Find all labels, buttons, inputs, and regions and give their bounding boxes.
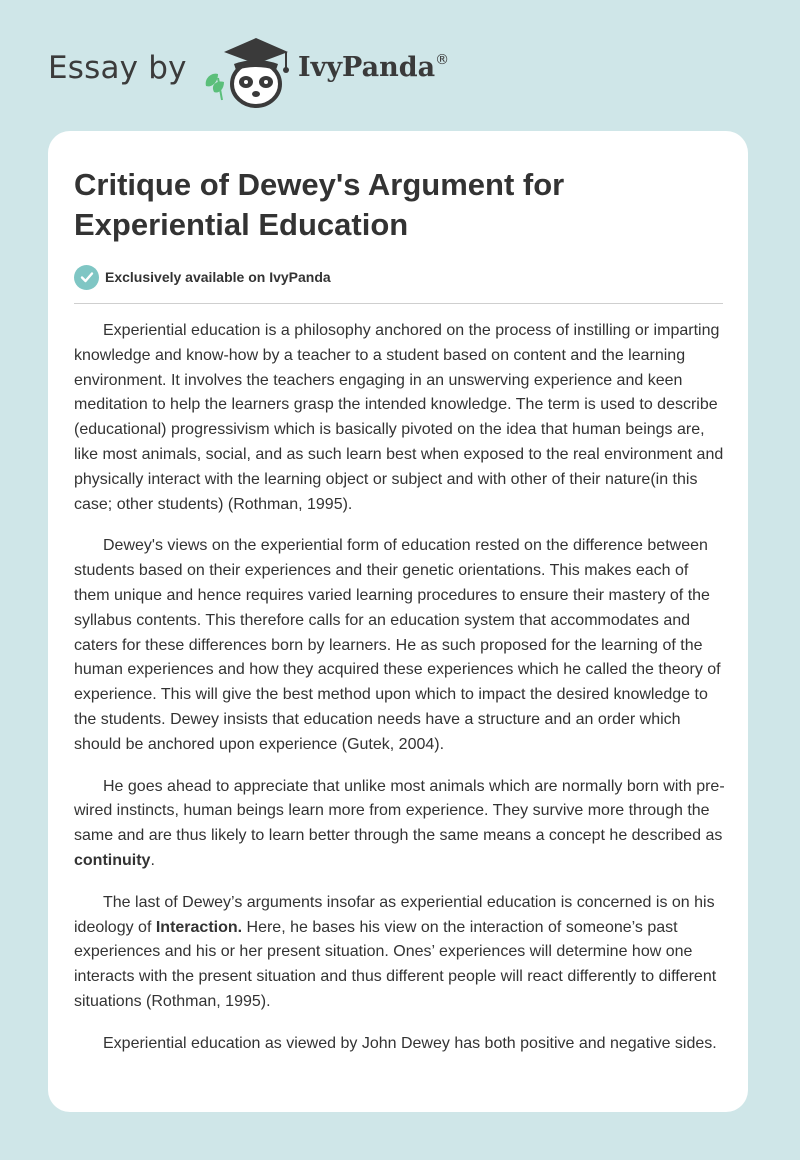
divider — [74, 303, 723, 304]
paragraph: He goes ahead to appreciate that unlike most animals which are normally born with pre-wired instincts, human beings learn more from experience. They survive more through the same and are thus likely to learn better through the same means a concept he described as continuity. — [74, 777, 725, 869]
essay-body — [74, 319, 726, 1074]
checkmark-icon — [74, 265, 99, 290]
registered-mark: ® — [435, 52, 450, 68]
paragraph: Experiential education is a philosophy anchored on the process of instilling or imparting knowledge and know-how by a teacher to a student based on content and the learning environment. It involves the teachers engaging in an unswerving experience and keen meditation to help the learners grasp the intended knowledge. The term is used to describe (educational) progressivism which is basically pivoted on the idea that human beings are, like most animals, social, and as such learn best when exposed to the real environment and physically interact with the learning object or subject and with other of their nature(in this case; other students) (Rothman, 1995). — [74, 322, 724, 513]
paragraph: Dewey's views on the experiential form of education rested on the difference between students based on their experiences and their genetic orientations. This makes each of them unique and hence requires varied learning procedures to ensure their mastery of the syllabus contents. This therefore calls for an education system that accommodates and caters for these differences born by learners. He as such proposed for the learning of the human experiences and how they acquired these experiences which he called the theory of experience. This will give the best method upon which to impact the desired knowledge to the students. Dewey insists that education needs have a structure and an order which should be anchored upon experience (Gutek, 2004). — [74, 537, 721, 753]
essay-title: Critique of Dewey's Argument for Experiential Education — [74, 167, 565, 242]
brand-name[interactable]: IvyPanda® — [298, 52, 450, 83]
exclusive-badge — [74, 264, 331, 290]
paragraph: Experiential education as viewed by John Dewey has both positive and negative sides. — [103, 1034, 717, 1052]
site-header — [48, 34, 508, 114]
paragraph: The last of Dewey’s arguments insofar as experiential education is concerned is on his ideology of Interaction. Here, he bases his view on the interaction of someone’s past experiences and his or her present situation. Ones’ experiences will determine how one interacts with the present situation and thus different people will react differently to different situations (Rothman, 1995). — [74, 893, 717, 1010]
essay-by-label: Essay by — [48, 50, 187, 86]
term-continuity: continuity — [74, 851, 151, 869]
badge-label: Exclusively available on IvyPanda — [105, 269, 331, 285]
panda-graduation-cap-icon[interactable] — [200, 34, 292, 114]
essay-card — [48, 131, 748, 1112]
term-interaction: Interaction. — [155, 918, 243, 936]
